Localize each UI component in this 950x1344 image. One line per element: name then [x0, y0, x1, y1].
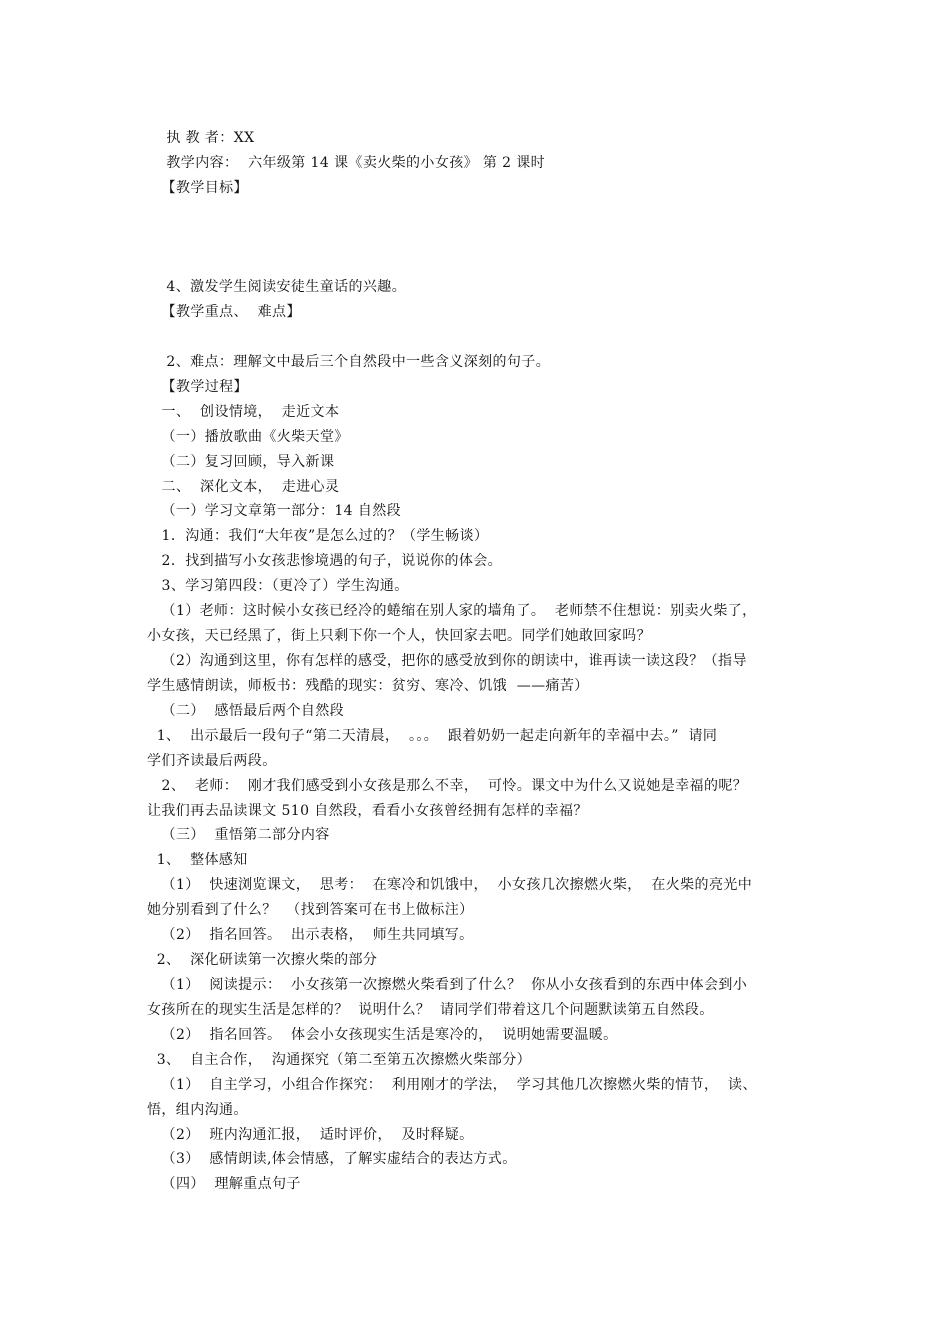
- body-line: 2、 老师： 刚才我们感受到小女孩是那么不幸， 可怜。课文中为什么又说她是幸福的呢？: [147, 778, 748, 794]
- body-line: 学生感情朗读，师板书：残酷的现实：贫穷、寒冷、饥饿 ——痛苦）: [147, 678, 589, 694]
- key-point-line: 2、难点：理解文中最后三个自然段中一些含义深刻的句子。: [147, 354, 551, 370]
- body-line: （四） 理解重点句子: [147, 1176, 301, 1192]
- body-line: （1） 自主学习，小组合作探究： 利用刚才的学法， 学习其他几次擦燃火柴的情节， 读、: [147, 1077, 757, 1093]
- body-line: （2） 指名回答。 体会小女孩现实生活是寒冷的， 说明她需要温暖。: [147, 1027, 618, 1043]
- section-heading-objectives: 【教学目标】: [147, 180, 248, 196]
- body-line: （1） 快速浏览课文， 思考： 在寒冷和饥饿中， 小女孩几次擦燃火柴， 在火柴的亮光中: [147, 877, 753, 893]
- body-line: 让我们再去品读课文 510 自然段，看看小女孩曾经拥有怎样的幸福？: [147, 803, 588, 819]
- body-line: 3、 自主合作， 沟通探究（第二至第五次擦燃火柴部分）: [147, 1052, 532, 1068]
- body-line: 悟，组内沟通。: [147, 1102, 248, 1118]
- body-line: 3、学习第四段：（更冷了）学生沟通。: [147, 578, 409, 594]
- body-line: （二）复习回顾，导入新课: [147, 454, 335, 470]
- body-line: （3） 感情朗读,体会情感，了解实虚结合的表达方式。: [147, 1151, 517, 1167]
- body-line: 1、 整体感知: [147, 852, 248, 868]
- body-line: 女孩所在的现实生活是怎样的？ 说明什么？ 请同学们带着这几个问题默读第五自然段。: [147, 1002, 714, 1018]
- body-line: 1．沟通：我们“大年夜”是怎么过的？（学生畅谈）: [147, 528, 489, 544]
- lesson-content-line: 教学内容： 六年级第 14 课《卖火柴的小女孩》 第 2 课时: [147, 155, 546, 171]
- body-line: 1、 出示最后一段句子“第二天清晨， 。。。 跟着奶奶一起走向新年的幸福中去。” 请同: [147, 728, 718, 744]
- section-heading-process: 【教学过程】: [147, 379, 248, 395]
- body-line: 小女孩，天已经黑了，街上只剩下你一个人，快回家去吧。同学们她敢回家吗？: [147, 628, 651, 644]
- body-line: 2．找到描写小女孩悲惨境遇的句子，说说你的体会。: [147, 553, 503, 569]
- section-heading-key-points: 【教学重点、 难点】: [147, 304, 301, 320]
- body-line: 二、 深化文本， 走进心灵: [147, 479, 340, 495]
- body-line: （2） 指名回答。 出示表格， 师生共同填写。: [147, 927, 474, 943]
- objective-line: 4、激发学生阅读安徒生童话的兴趣。: [147, 279, 407, 295]
- body-line: （2） 班内沟通汇报， 适时评价， 及时释疑。: [147, 1127, 474, 1143]
- body-line: 她分别看到了什么？ （找到答案可在书上做标注）: [147, 902, 474, 918]
- body-line: （三） 重悟第二部分内容: [147, 827, 330, 843]
- body-line: 学们齐读最后两段。: [147, 753, 277, 769]
- body-line: （一）播放歌曲《火柴天堂》: [147, 429, 349, 445]
- body-line: （二） 感悟最后两个自然段: [147, 703, 345, 719]
- teacher-line: 执 教 者：XX: [147, 130, 255, 146]
- body-line: （2）沟通到这里，你有怎样的感受，把你的感受放到你的朗读中，谁再读一读这段？（指导: [147, 653, 747, 669]
- body-line: 2、 深化研读第一次擦火柴的部分: [147, 952, 378, 968]
- body-line: （1）老师：这时候小女孩已经冷的蜷缩在别人家的墙角了。 老师禁不住想说：别卖火柴了，: [147, 603, 757, 619]
- body-line: （1） 阅读提示： 小女孩第一次擦燃火柴看到了什么？ 你从小女孩看到的东西中体会到小: [147, 977, 748, 993]
- body-line: 一、 创设情境， 走近文本: [147, 404, 340, 420]
- body-line: （一）学习文章第一部分：14 自然段: [147, 503, 402, 519]
